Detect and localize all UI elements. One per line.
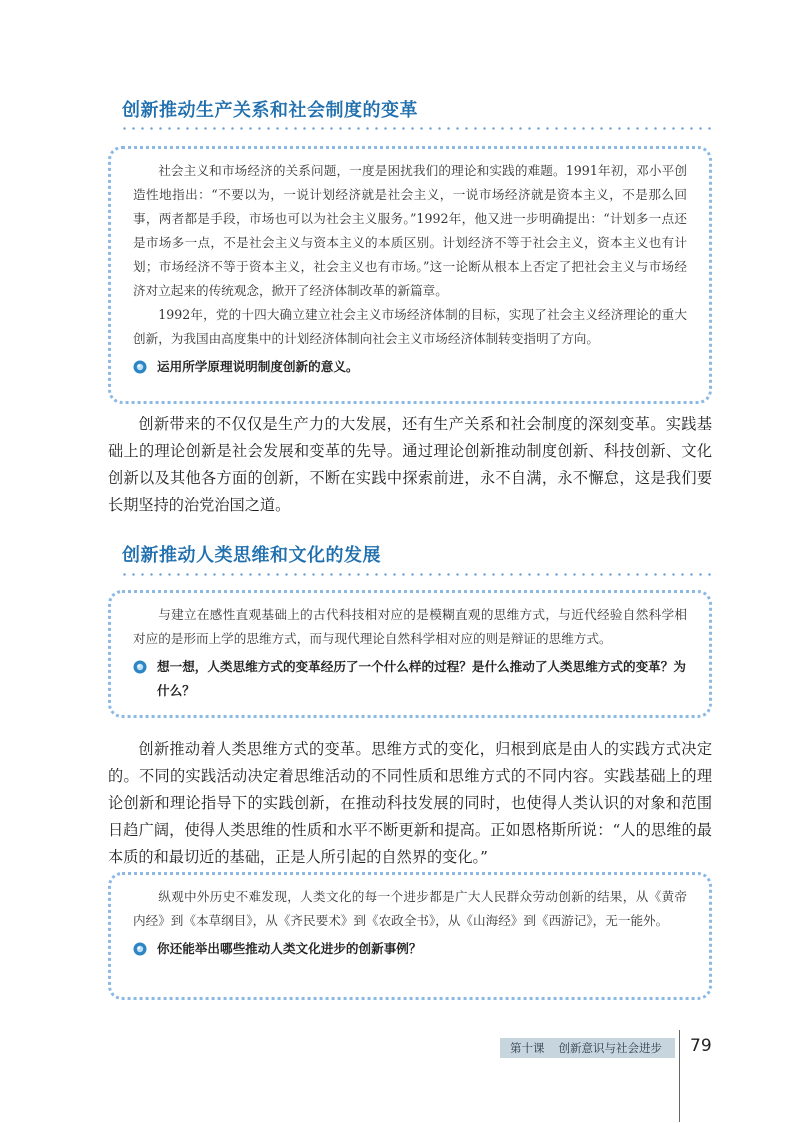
bullet-icon	[133, 660, 147, 674]
footer-divider	[679, 1030, 680, 1122]
prompt-text: 想一想，人类思维方式的变革经历了一个什么样的过程？是什么推动了人类思维方式的变革？为什么？	[157, 659, 686, 698]
prompt-line	[133, 655, 687, 703]
dotted-divider	[120, 573, 714, 576]
case-box-1	[108, 146, 712, 404]
section-title-2: 创新推动人类思维和文化的发展	[122, 545, 381, 566]
footer-band	[500, 1038, 675, 1058]
case-paragraph: 1992年，党的十四大确立建立社会主义市场经济体制的目标，实现了社会主义经济理论的重大创新，为我国由高度集中的计划经济体制向社会主义市场经济体制转变指明了方向。	[133, 307, 687, 346]
prompt-text: 你还能举出哪些推动人类文化进步的创新事例？	[157, 941, 422, 956]
lesson-label: 第十课	[510, 1041, 545, 1055]
case-paragraph: 社会主义和市场经济的关系问题，一度是困扰我们的理论和实践的难题。1991年初，邓小平创造性地指出：“不要以为，一说计划经济就是社会主义，一说市场经济就是资本主义，不是那么回事，两者都是手段，市场也可以为社会主义服务。”1992年，他又进一步明确提出：“计划多一点还是市场多一点，不是社会主义与资本主义的本质区别。计划经济不等于社会主义，资本主义也有计划；市场经济不等于资本主义，社会主义也有市场。”这一论断从根本上否定了把社会主义与市场经济对立起来的传统观念，掀开了经济体制改革的新篇章。	[133, 163, 687, 298]
case-box-3	[108, 872, 712, 1000]
dotted-divider	[120, 127, 714, 130]
chapter-label: 创新意识与社会进步	[558, 1041, 662, 1055]
prompt-line	[133, 937, 687, 961]
case-paragraph: 与建立在感性直观基础上的古代科技相对应的是模糊直观的思维方式，与近代经验自然科学相对应的是形而上学的思维方式，而与现代理论自然科学相对应的则是辩证的思维方式。	[133, 607, 687, 646]
case-paragraph: 纵观中外历史不难发现，人类文化的每一个进步都是广大人民群众劳动创新的结果，从《黄帝内经》到《本草纲目》，从《齐民要术》到《农政全书》，从《山海经》到《西游记》，无一能外。	[133, 889, 687, 928]
prompt-line	[133, 355, 687, 379]
bullet-icon	[133, 360, 147, 374]
prompt-text: 运用所学原理说明制度创新的意义。	[157, 359, 359, 374]
body-paragraph-2: 创新推动着人类思维方式的变革。思维方式的变化，归根到底是由人的实践方式决定的。不同的实践活动决定着思维活动的不同性质和思维方式的不同内容。实践基础上的理论创新和理论指导下的实践创新，在推动科技发展的同时，也使得人类认识的对象和范围日趋广阔，使得人类思维的性质和水平不断更新和提高。正如恩格斯所说：“人的思维的最本质的和最切近的基础，正是人所引起的自然界的变化。”	[108, 740, 712, 866]
section-title-1: 创新推动生产关系和社会制度的变革	[122, 100, 418, 121]
body-paragraph-1: 创新带来的不仅仅是生产力的大发展，还有生产关系和社会制度的深刻变革。实践基础上的理论创新是社会发展和变革的先导。通过理论创新推动制度创新、科技创新、文化创新以及其他各方面的创新，不断在实践中探索前进，永不自满，永不懈怠，这是我们要长期坚持的治党治国之道。	[108, 415, 712, 514]
page-number: 79	[690, 1036, 712, 1056]
bullet-icon	[133, 942, 147, 956]
case-box-2	[108, 590, 712, 718]
